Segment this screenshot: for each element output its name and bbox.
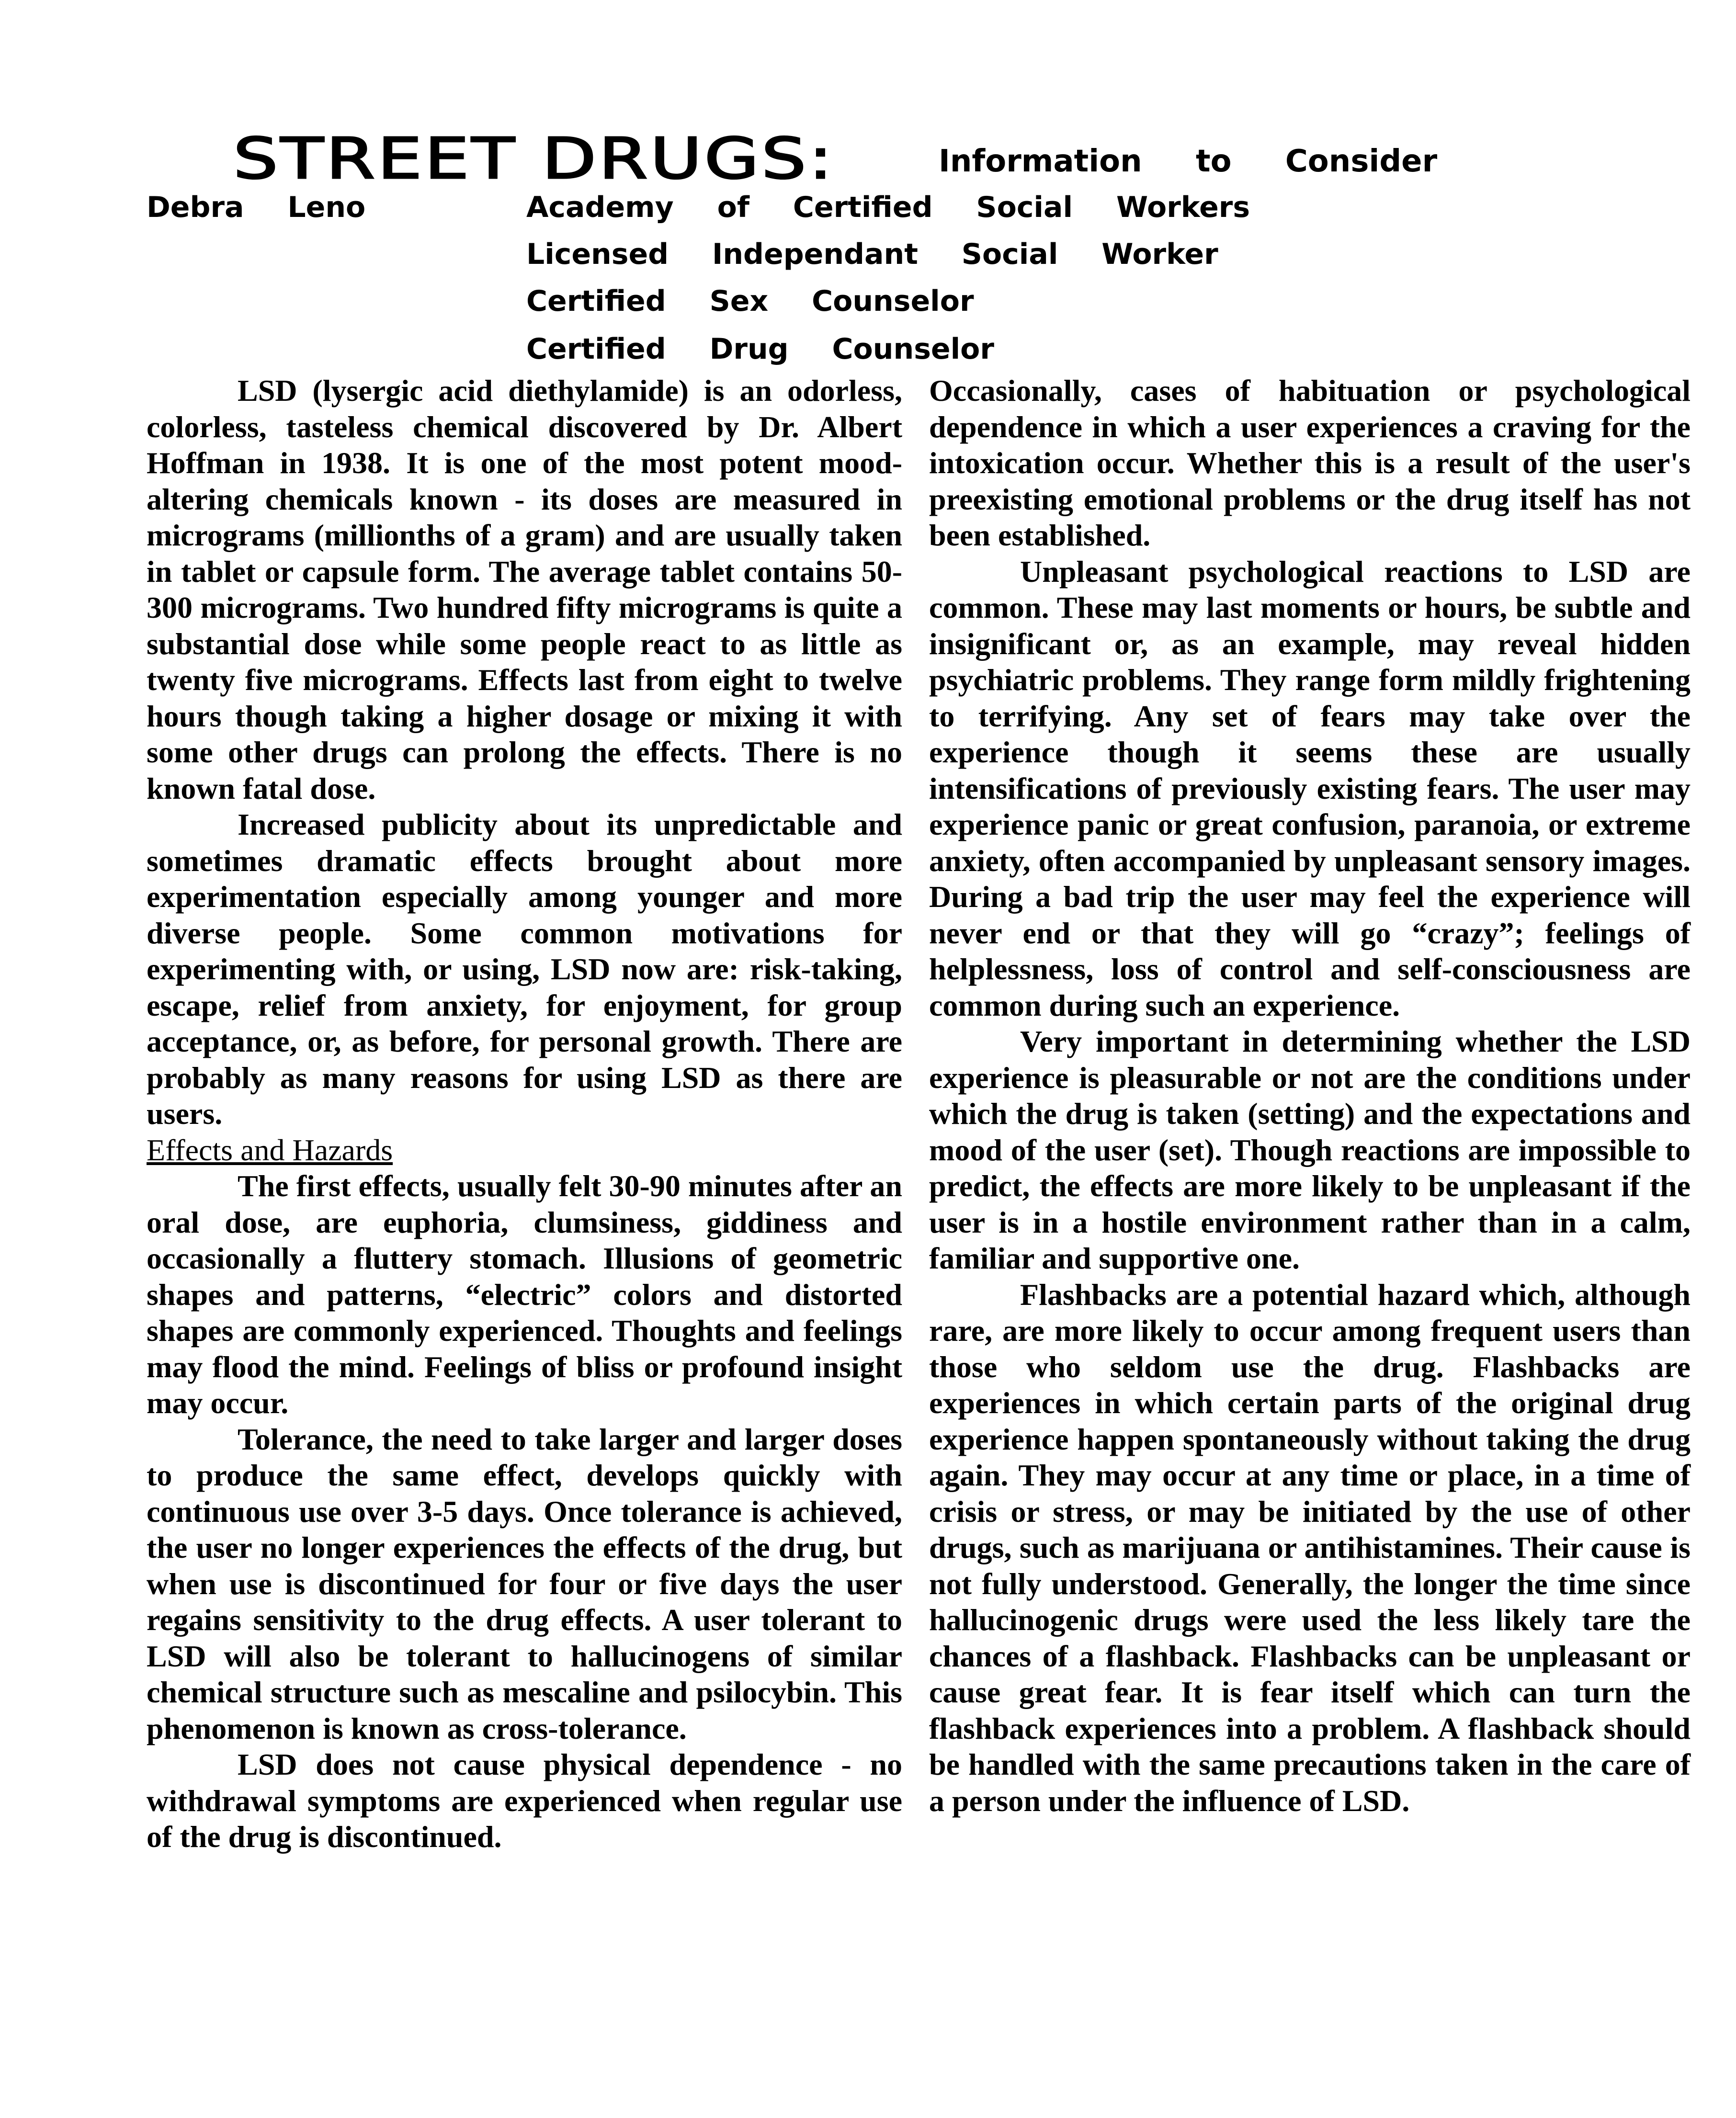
credential: Certified Drug Counselor xyxy=(526,332,994,366)
paragraph: The first effects, usually felt 30-90 minutes after an oral dose, are euphoria, clumsiness, giddiness and occasionally a fluttery stomach. Illusions of geometric shapes and patterns, “electric” colors and distorted shapes are commonly experienced. Thoughts and feelings may flood the mind. Feelings of bliss or profound insight may occur. xyxy=(147,1169,902,1420)
paragraph: Unpleasant psychological reactions to LSD are common. These may last moments or hours, be subtle and insignificant or, as an example, may reveal hidden psychiatric problems. They range form mildly frightening to terrifying. Any set of fears may take over the experience though it seems these are usually intensifications of previously existing fears. The user may experience panic or great confusion, paranoia, or extreme anxiety, often accompanied by unpleasant sensory images. During a bad trip the user may feel the experience will never end or that they will go “crazy”; feelings of helplessness, loss of control and self-consciousness are common during such an experience. xyxy=(929,554,1691,1022)
paragraph: LSD does not cause physical dependence - no withdrawal symptoms are experienced when regular use of the drug is discontinued. xyxy=(147,1747,902,1854)
paragraph: Flashbacks are a potential hazard which, although rare, are more likely to occur among frequent users than those who seldom use the drug. Flashbacks are experiences in which certain parts of the original drug experience happen spontaneously without taking the drug again. They may occur at any time or place, in a time of crisis or stress, or may be initiated by the use of other drugs, such as marijuana or antihistamines. Their cause is not fully understood. Generally, the longer the time since hallucinogenic drugs were used the less likely tare the chances of a flashback. Flashbacks can be unpleasant or cause great fear. It is fear itself which can turn the flashback experiences into a problem. A flashback should be handled with the same precautions taken in the care of a person under the influence of LSD. xyxy=(929,1277,1691,1818)
page-subtitle: Information to Consider xyxy=(939,144,1438,179)
left-column xyxy=(147,373,902,1855)
paragraph: Very important in determining whether the LSD experience is pleasurable or not are the conditions under which the drug is taken (setting) and the expectations and mood of the user (set). Though reactions are impossible to predict, the effects are more likely to be unpleasant if the user is in a hostile environment rather than in a calm, familiar and supportive one. xyxy=(929,1024,1691,1275)
page-title: STREET DRUGS: xyxy=(233,125,835,192)
paragraph: Tolerance, the need to take larger and larger doses to produce the same effect, develops quickly with continuous use over 3-5 days. Once tolerance is achieved, the user no longer experiences the effects of the drug, but when use is discontinued for four or five days the user regains sensitivity to the drug effects. A user tolerant to LSD will also be tolerant to hallucinogens of similar chemical structure such as mescaline and psilocybin. This phenomenon is known as cross-tolerance. xyxy=(147,1422,902,1745)
section-heading: Effects and Hazards xyxy=(147,1133,393,1167)
credential: Certified Sex Counselor xyxy=(526,284,974,318)
paragraph: LSD (lysergic acid diethylamide) is an odorless, colorless, tasteless chemical discovered by Dr. Albert Hoffman in 1938. It is one of the most potent mood-altering chemicals known - its doses are measured in micrograms (millionths of a gram) and are usually taken in tablet or capsule form. The average tablet contains 50-300 micrograms. Two hundred fifty micrograms is quite a substantial dose while some people react to as little as twenty five micrograms. Effects last from eight to twelve hours though taking a higher dosage or mixing it with some other drugs can prolong the effects. There is no known fatal dose. xyxy=(147,374,902,805)
credential: Licensed Independant Social Worker xyxy=(526,238,1218,271)
paragraph: Increased publicity about its unpredictable and sometimes dramatic effects brought about more experimentation especially among younger and more diverse people. Some common motivations for experimenting with, or using, LSD now are: risk-taking, escape, relief from anxiety, for enjoyment, for group acceptance, or, as before, for personal growth. There are probably as many reasons for using LSD as there are users. xyxy=(147,807,902,1131)
credential: Academy of Certified Social Workers xyxy=(526,191,1250,224)
author-name: Debra Leno xyxy=(147,191,366,224)
right-column xyxy=(929,373,1691,1819)
paragraph: Occasionally, cases of habituation or psychological dependence in which a user experiences a craving for the intoxication occur. Whether this is a result of the user's preexisting emotional problems or the drug itself has not been established. xyxy=(929,374,1691,552)
